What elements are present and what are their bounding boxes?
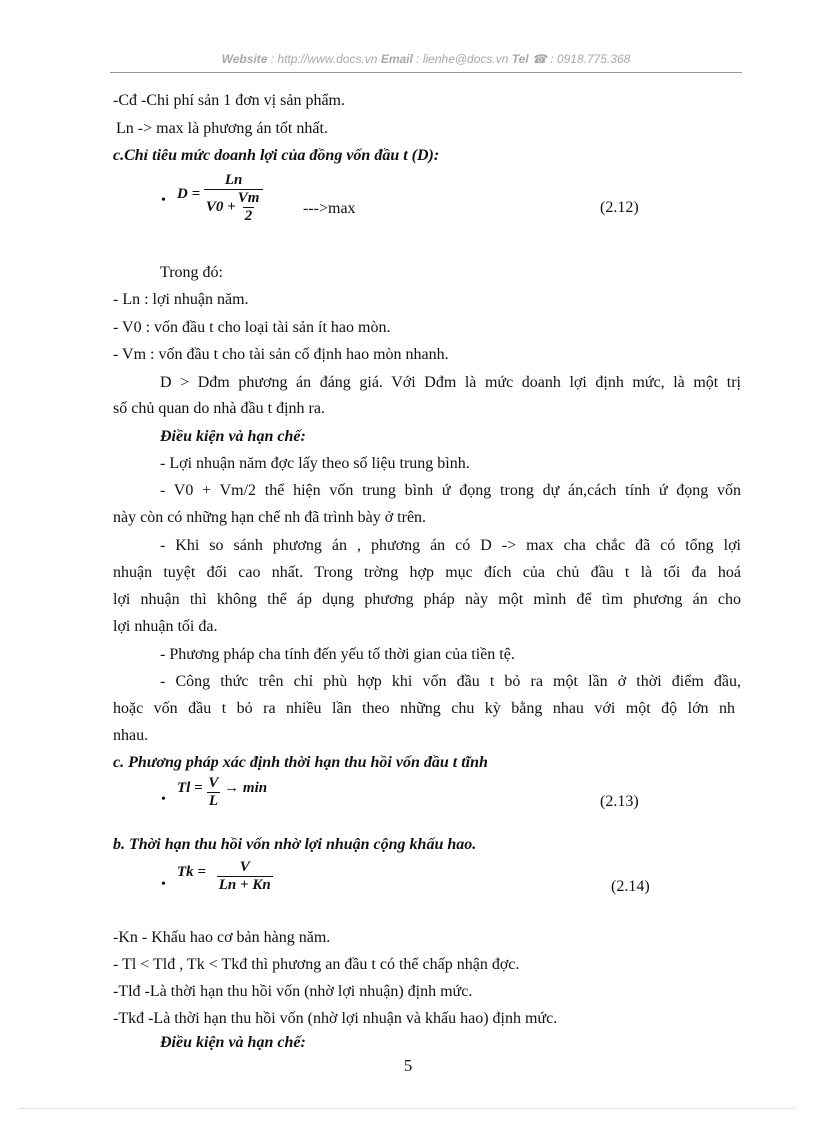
text-line: nhau.	[113, 727, 149, 744]
text-line: số chủ quan do nhà đầu t định ra.	[113, 400, 325, 417]
section-heading: c. Phương pháp xác định thời hạn thu hồi vốn đầu t tĩnh	[113, 754, 488, 771]
header-website-value: : http://www.docs.vn	[267, 52, 381, 66]
page-header	[110, 52, 742, 66]
header-email-label: Email	[380, 52, 413, 66]
bullet-icon: •	[161, 792, 166, 807]
formula-fraction	[206, 775, 220, 810]
section-heading: c.Chỉ tiêu mức doanh lợi của đồng vốn đầu t (D):	[113, 147, 440, 164]
text-line: -Cđ -Chi phí sản 1 đơn vị sản phẩm.	[113, 92, 345, 109]
footer-divider	[20, 1108, 796, 1109]
text-line: lợi nhuận thì không thể áp dụng phương pháp này một mình để tìm phương án cho	[113, 591, 741, 608]
text-line: - Tl < Tlđ , Tk < Tkđ thì phương an đầu t có thể chấp nhận đợc.	[113, 956, 520, 973]
equation-number: (2.13)	[600, 793, 639, 810]
bullet-icon: •	[161, 877, 166, 892]
text-line: - Vm : vốn đầu t cho tài sản cố định hao mòn nhanh.	[113, 346, 449, 363]
text-line: -Tkđ -Là thời hạn thu hồi vốn (nhờ lợi nhuận và khấu hao) định mức.	[113, 1010, 558, 1027]
formula-inner-den: 2	[244, 208, 253, 224]
page-number: 5	[403, 1056, 413, 1075]
text-line: - V0 + Vm/2 thể hiện vốn trung bình ứ đọng trong dự án,cách tính ứ đọng vốn	[160, 482, 741, 499]
text-line: Trong đó:	[160, 264, 223, 281]
text-line: -Kn - Khấu hao cơ bản hàng năm.	[113, 929, 331, 946]
text-line: - Công thức trên chỉ phù hợp khi vốn đầu t bỏ ra một lần ở thời điểm đầu,	[160, 673, 741, 690]
text-line: này còn có những hạn chế nh đã trình bày ở trên.	[113, 509, 427, 526]
section-heading: b. Thời hạn thu hồi vốn nhờ lợi nhuận cộng khấu hao.	[113, 836, 477, 853]
formula-lhs: Tl =	[177, 779, 203, 796]
bullet-icon: •	[161, 193, 166, 208]
formula-denominator: L	[208, 793, 218, 809]
formula-lhs: Tk =	[177, 863, 206, 880]
formula-lhs: D =	[177, 185, 201, 202]
header-tel-value: ☎ : 0918.775.368	[528, 52, 631, 66]
formula-denominator: Ln + Kn	[218, 877, 271, 893]
formula-numerator: V	[239, 859, 250, 875]
formula-fraction	[204, 172, 264, 225]
formula-arrow: → min	[224, 779, 268, 796]
formula-denominator	[204, 189, 264, 225]
formula-suffix: --->max	[303, 200, 356, 217]
text-line: - Ln : lợi nhuận năm.	[113, 291, 249, 308]
text-line: D > Dđm phương án đáng giá. Với Dđm là mức doanh lợi định mức, là một trị	[160, 374, 741, 391]
formula-numerator: Ln	[224, 172, 243, 188]
section-heading: Điều kiện và hạn chế:	[160, 428, 306, 445]
formula-2-12	[177, 172, 263, 225]
text-line: hoặc vốn đầu t bỏ ra nhiều lần theo những chu kỳ bằng nhau với một độ lớn nh	[113, 700, 735, 717]
equation-number: (2.14)	[611, 878, 650, 895]
formula-fraction	[210, 859, 280, 894]
text-line: -Tlđ -Là thời hạn thu hồi vốn (nhờ lợi nhuận) định mức.	[113, 983, 473, 1000]
formula-inner-num: Vm	[237, 190, 260, 206]
text-line: lợi nhuận tối đa.	[113, 618, 218, 635]
header-tel-label: Tel	[511, 52, 529, 66]
text-line: Ln -> max là phương án tốt nhất.	[116, 120, 328, 137]
text-line: - Phương pháp cha tính đến yếu tố thời gian của tiền tệ.	[160, 646, 515, 663]
text-line: - Lợi nhuận năm đợc lấy theo số liệu trung bình.	[160, 455, 470, 472]
formula-den-part: V0 +	[205, 199, 236, 215]
equation-number: (2.12)	[600, 199, 639, 216]
formula-2-13	[177, 775, 267, 810]
header-email-value: : lienhe@docs.vn	[412, 52, 512, 66]
text-line: - Khi so sánh phương án , phương án có D -> max cha chắc đã có tổng lợi	[160, 537, 741, 554]
formula-numerator: V	[208, 775, 219, 791]
section-heading: Điều kiện và hạn chế:	[160, 1034, 306, 1051]
formula-inner-fraction	[236, 190, 262, 225]
formula-2-14	[177, 859, 280, 894]
header-website-label: Website	[221, 52, 268, 66]
text-line: nhuận tuyệt đối cao nhất. Trong trờng hợp mục đích của chủ đầu t là tối đa hoá	[113, 564, 741, 581]
text-line: - V0 : vốn đầu t cho loại tài sản ít hao mòn.	[113, 319, 391, 336]
header-divider	[110, 72, 742, 73]
